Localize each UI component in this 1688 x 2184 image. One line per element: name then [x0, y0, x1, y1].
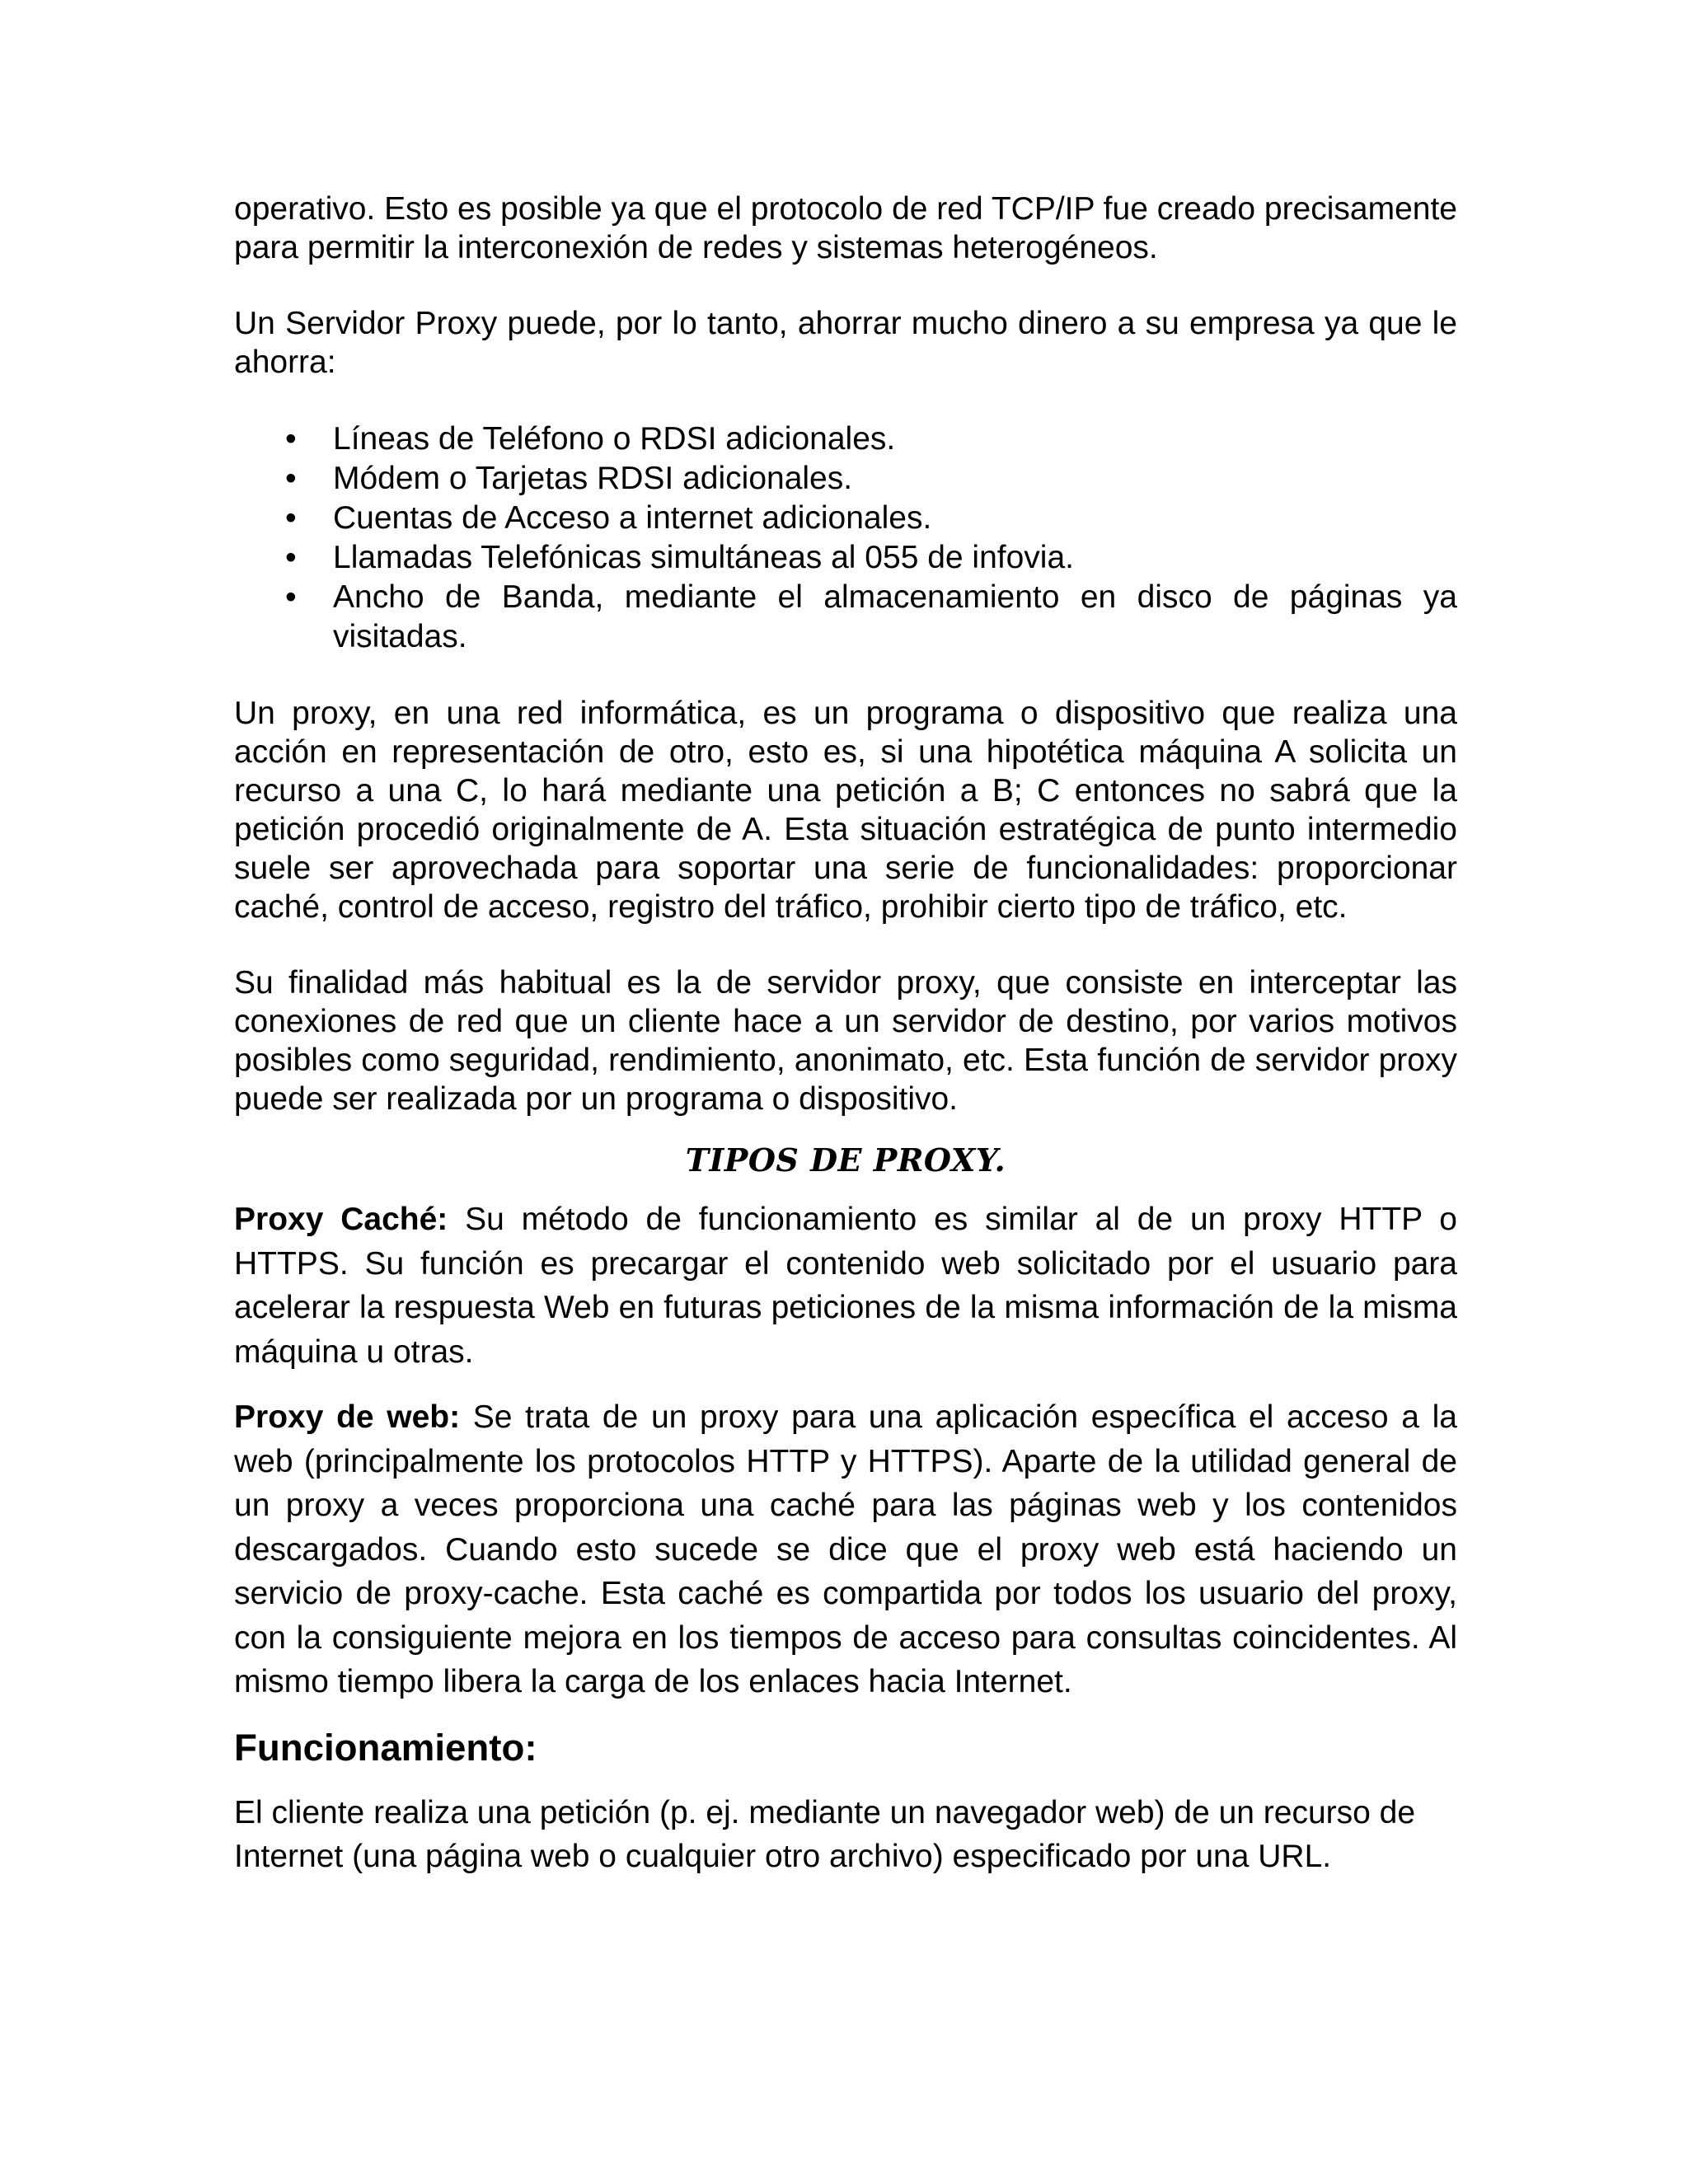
bullet-icon: •	[285, 500, 297, 536]
list-item	[234, 499, 1457, 538]
list-item	[234, 538, 1457, 578]
bullet-icon: •	[285, 421, 297, 457]
savings-intro-paragraph: Un Servidor Proxy puede, por lo tanto, ahorrar mucho dinero a su empresa ya que le ahorra:	[234, 306, 1457, 380]
bullet-icon: •	[285, 461, 297, 496]
proxy-definition-paragraph: Un proxy, en una red informática, es un programa o dispositivo que realiza una acción en representación de otro, esto es, si una hipotética máquina A solicita un recurso a una C, lo hará mediante una petición a B; C entonces no sabrá que la petición procedió originalmente de A. Esta situación estratégica de punto intermedio suele ser aprovechada para soportar una serie de funcionalidades: proporcionar caché, control de acceso, registro del tráfico, prohibir cierto tipo de tráfico, etc.	[234, 696, 1457, 925]
list-item-text: Cuentas de Acceso a internet adicionales.	[333, 500, 932, 536]
list-item	[234, 459, 1457, 499]
list-item-text: Módem o Tarjetas RDSI adicionales.	[333, 461, 853, 496]
proxy-cache-text: Su método de funcionamiento es similar al de un proxy HTTP o HTTPS. Su función es precargar el contenido web solicitado por el usuario para acelerar la respuesta Web en futuras peticiones de la misma información de la misma máquina u otras.	[234, 1202, 1457, 1370]
bullet-icon: •	[285, 540, 297, 575]
proxy-web-text: Se trata de un proxy para una aplicación específica el acceso a la web (principalmente los protocolos HTTP y HTTPS). Aparte de la utilidad general de un proxy a veces proporciona una caché para las páginas web y los contenidos descargados. Cuando esto sucede se dice que el proxy web está haciendo un servicio de proxy-cache. Esta caché es compartida por todos los usuario del proxy, con la consiguiente mejora en los tiempos de acceso para consultas coincidentes. Al mismo tiempo libera la carga de los enlaces hacia Internet.	[234, 1399, 1457, 1699]
list-item	[234, 578, 1457, 657]
proxy-web-definition	[234, 1395, 1457, 1704]
savings-list	[234, 419, 1457, 657]
list-item-text: Llamadas Telefónicas simultáneas al 055 de infovia.	[333, 540, 1074, 575]
intro-continued-paragraph: operativo. Esto es posible ya que el protocolo de red TCP/IP fue creado precisamente para permitir la interconexión de redes y sistemas heterogéneos.	[234, 191, 1457, 265]
proxy-cache-term: Proxy Caché:	[234, 1202, 448, 1237]
list-item	[234, 419, 1457, 459]
document-page	[234, 190, 1457, 1878]
proxy-cache-definition	[234, 1197, 1457, 1374]
list-item-text: Líneas de Teléfono o RDSI adicionales.	[333, 421, 896, 457]
list-item-text: Ancho de Banda, mediante el almacenamiento en disco de páginas ya visitadas.	[333, 579, 1457, 654]
subheading-operation: Funcionamiento:	[234, 1726, 537, 1769]
operation-paragraph: El cliente realiza una petición (p. ej. mediante un navegador web) de un recurso de Internet (una página web o cualquier otro archivo) especificado por una URL.	[234, 1794, 1416, 1874]
section-heading-proxy-types: TIPOS DE PROXY.	[685, 1141, 1006, 1179]
proxy-purpose-paragraph: Su finalidad más habitual es la de servidor proxy, que consiste en interceptar las conexiones de red que un cliente hace a un servidor de destino, por varios motivos posibles como seguridad, rendimiento, anonimato, etc. Esta función de servidor proxy puede ser realizada por un programa o dispositivo.	[234, 965, 1457, 1117]
bullet-icon: •	[285, 579, 297, 615]
proxy-web-term: Proxy de web:	[234, 1399, 461, 1435]
